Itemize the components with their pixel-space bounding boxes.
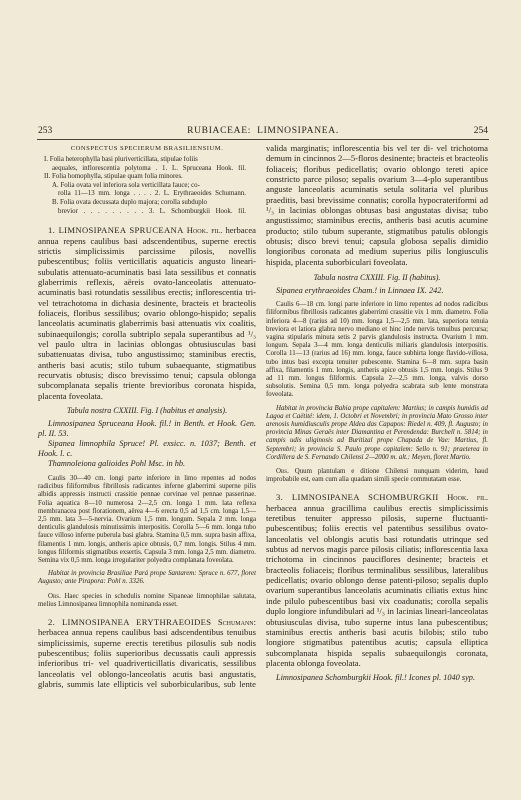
key-line: aequales, inflorescentia polytoma . 1. L. Spruceana Hook. fil.	[52, 164, 246, 172]
species-1-diagnosis: herbacea annua repens caulibus basi adscendentibus, superne erectis strictis simplicissimis parcissime pilosis, novellis pubescentibus; foliis verticillatis aquaticis angusto lineari-subulatis attenuato-acuminatis basi lata sessilibus et connatis glaberrimis reflexis, aëreis ovato-lanceolatis attenuato-acuminatis basi rotundatis sessilibus erectis; inflorescentia tri- vel tetrachotoma in dichasia desinente, bracteis et bracteolis foliaceis, floribus sessilibus; ovario oblongo-hispido; sepalis lanceolatis acuminatis glaberrimis basi attenuatis vix coalitis, subinaequilongis; corolla subtriplo sepala superantibus ad ¹/₃ vel paulo ultra in lacinias oblongas obtusiusculas basi subattenuatas divisa, tubo angustissimo; staminibus erectis, antheris basi acutis; stilo tubum subaequante, stigmatibus recurvatis obtusis; disco brevissimo tenui; capsula oblonga subcomplanata sepalis triente brevioribus coronata hispida, placenta foveolata.	[38, 225, 256, 401]
synonym-entry: Sipanea erythraeoides Cham.! in Linnaea IX. 242.	[276, 286, 444, 296]
obs-label: Obs.	[48, 592, 61, 600]
species-2-diagnosis-part1: herbacea annua repens caulibus basi adscendentibus tenuibus simplicissimis, superne erectis teretibus pilosulis sub nodis pubescentibus; foliis superioribus decussatis cauli appressis inferioribus tri- vel quadriverticillatis divaricatis, sessilibus lanceolatis vel oblongo-lanceolatis acutis basi angustatis, glabris, summis late ellipticis vel suborbicularibus, sub lente	[38, 627, 256, 690]
key-line: B. Folia ovata decussata duplo majora; corolla subduplo	[52, 198, 208, 206]
obs-text: Quum plantulam e ditione Chilensi nunquam viderim, haud improbabile est, eam cum alia quadam simili specie commutatam esse.	[266, 467, 488, 484]
species-3-description	[266, 492, 488, 668]
obs-text: Haec species in schedulis nomine Sipaneae limnophilae salutata, melius Limnosipanea limnophila nominanda esset.	[38, 592, 256, 608]
species-3-diagnosis: herbacea annua gracillima caulibus erectis simplicissimis teretibus tenuiter appresso pilosis, superne fluctuanti-pubescentibus; foliis erectis vel patentibus sessilibus ovato-lanceolatis vel oblongis acutis basi rotundatis utrinque sed subtus ad nervos magis parce pilosis ciliatis; inflorescentia laxa trichotoma in cincinnos pauciflores desinente; bracteis et bracteolis foliaceis; floribus terminalibus sessilibus, lateralibus pedicellatis; ovario oblongo dense patenti-piloso; sepalis duplo ovarium superantibus lanceolatis acuminatis ciliatis extus hinc inde pilulo pubescentibus basi vix coadunatis; corolla sepalis duplo longiore infundibulari ad ¹/₃ in lacinias lineari-lanceolatas obtusiusculas divisa, tubo superne intus lana pubescentibus; staminibus erectis antheris basi acutis bilobis; stilo tubo longiore stigmatibus patentibus acutis; capsula elliptica subcomplanata hispida sepalis subaequilongis coronata, placenta oblonga foveolata.	[266, 502, 488, 668]
conspectus-title: CONSPECTUS SPECIERUM BRASILIENSIUM.	[70, 145, 224, 152]
species-1-synonyms	[38, 419, 256, 469]
right-column	[266, 143, 488, 683]
species-1-plate-reference: Tabula nostra CXXIII. Fig. I (habitus et analysis).	[66, 406, 228, 415]
synonym-entry: Limnosipanea Spruceana Hook. fil.! in Benth. et Hook. Gen. pl. II. 53.	[38, 419, 256, 438]
header-rule	[37, 139, 489, 140]
running-title	[38, 125, 488, 137]
running-title-genus: LIMNOSIPANEA.	[257, 126, 339, 136]
species-2-habitat: Habitat in provincia Bahia prope capitalem: Martius; in campis humidis ad Lagoa et Caëtité: idem, 1. Octobri et Novembri; in provincia Mato Grosso inter arenosis humidiusculis prope Aldea das Capapos: Riedel n. 409, fl. Augusto; in provincia Minas Geraës inter Diamantina et Perendenda: Burchell n. 5814; in campis udis uliginosis ad Buritizal prope Chapada de Vae: Martius, fl. Septembri; in provincia S. Paulo prope capitalem: Sello n. 91; praeterea in Cordillera de S. Fernando Chilensi 2—2000 m. alt.: Meyen, floret Martio.	[266, 404, 488, 461]
species-2-diagnosis-part2: valida marginatis; inflorescentia bis vel ter di- vel trichotoma demum in cincinnos 2—5-floros desinente; bracteis et bracteolis foliaceis; floribus pedicellatis; ovario oblongo tereti apice constricto parce piloso; sepalis ovarium 3—4-plo superantibus anguste lanceolatis acuminatis setula solitaria vel pluribus praeditis, basi brevissime connatis; corolla hypocrateriformi ad ¹/₃ in lacinias oblongas obtusas basi angustatas divisa; tubo angustissimo; staminibus erectis, antheris basi acutis acumine producto; stilo tubum superante, stigmatibus patulis oblongis obtusis; disco brevi tenui; capsula globosa sepalis dimidio longioribus coronata ad medium superius pilis longiusculis hispida, placenta suborbiculari foveolata.	[266, 143, 488, 267]
species-1-habitat: Habitat in provincia Brasiliae Pará prope Santarem: Spruce n. 677, floret Augusto; ante Pirapora: Pohl n. 3326.	[38, 570, 256, 586]
species-2-plate-reference: Tabula nostra CXXIII. Fig. II (habitus).	[313, 273, 441, 283]
key-line: brevior . . . . . . . . . 3. L. Schomburgkii Hook. fil.	[58, 207, 246, 215]
species-2-observation	[266, 468, 488, 484]
species-2-synonyms	[266, 286, 488, 296]
obs-label: Obs.	[276, 467, 289, 475]
synonym-entry: Limnosipanea Schomburgkii Hook. fil.! Icones pl. 1040 syp.	[276, 673, 476, 683]
species-3-heading: 3. LIMNOSIPANEA SCHOMBURGKII	[276, 492, 439, 503]
species-1-author: Hook. fil.	[186, 225, 223, 236]
key-line: rolla 11—13 mm. longa . . . . 2. L. Erythraeoides Schumann.	[58, 190, 246, 198]
page-number-left: 253	[38, 126, 53, 136]
species-1-notes: Caulis 30—40 cm. longi parte inferiore in limo repentes ad nodos radicibus filiformibus fibrillosis radicantes inferne glaberrimi superne pilis albidis appressis instructi crassitie pennae corvinae vel pennae passerinae. Folia aquatica 8—10 numerosa 2—2,5 cm. longa 1 mm. lata reflexa membranacea post florationem, aërea 4—6 erecta 0,5 ad 1,5 cm. longa 1,5—2,5 mm. lata 3—5-nervia. Ovarium 1,5 mm. longum. Sepala 2 mm. longa denticulis glandulosis minutissimis interpositis. Corolla 5—6 mm. longa tubo fauce villoso inferne puberula basi glabra. Stamina 0,5 mm. supra basin affixa, filamentis 1 mm. longis, antheris apice obtusis, 0,7 mm. longis. Stilus 4 mm. longus filiformis stigmatibus exsertis. Capsula 3 mm. longa 2,5 mm. diametro. Semina vix 0,5 mm. longa irregulariter polyedra complanata foveolata.	[38, 475, 256, 565]
key-line: I. Folia heterophylla basi pluriverticillata, stipulae foliis	[44, 156, 198, 163]
synonym-entry: Thamnoleiona galioides Pohl Msc. in hb.	[48, 459, 186, 468]
species-3-synonyms	[266, 673, 488, 683]
running-header	[38, 125, 488, 137]
species-2-description	[38, 617, 256, 689]
conspectus-key	[44, 156, 246, 216]
species-1-description	[38, 225, 256, 401]
running-title-family: RUBIACEAE:	[187, 126, 252, 136]
species-2-author: Schumann:	[217, 617, 256, 628]
page-number-right: 254	[473, 126, 488, 136]
species-3-author: Hook. fil.	[447, 492, 488, 503]
key-line: A. Folia ovata vel inferiora sola verticillata fauce; co-	[52, 181, 200, 189]
species-1-heading: 1. LIMNOSIPANEA SPRUCEANA	[48, 225, 184, 236]
species-2-heading: 2. LIMNOSIPANEA ERYTHRAEOIDES	[48, 617, 212, 628]
left-column	[38, 143, 256, 689]
species-1-observation	[38, 593, 256, 609]
species-2-notes: Caulis 6—18 cm. longi parte inferiore in limo repentes ad nodos radicibus filiformibus fibrillosis radicantes glaberrimi crassitie vix 1 mm. diametro. Folia inferiora 4—8 (rarius ad 10) mm. longa 1,5—2,5 mm. lata, superiora tenuia breviora et latiora glabra nervo mediano et hinc inde nervis tenuibus percursa; vagina stipularis minuta setis 2 parvis glandulosis instructa. Ovarium 1 mm. longum. Sepala 3—4 mm. longa denticulis miliaris glandulosis interpositis. Corolla 11—13 (rarius ad 16) mm. longa, fauce subhirta longe flavido-villosa, tubo intus basi excepta tenuiter pubescente. Stamina 6—8 mm. supra basin affixa, filamentis 1 mm. longis, antheris apice obtusis 1,5 mm. longis. Stilus 9 ad 11 mm. longus filiformis. Capsula 2—2,5 mm. longa, valvis dorso subsolutis. Semina 0,5 mm. longa polyedra scabrata sub lente monstrata foveolata.	[266, 301, 488, 399]
key-line: II. Folia homophylla, stipulae quam folia minores.	[44, 173, 183, 181]
synonym-entry: Sipanea limnophila Spruce! Pl. exsicc. n. 1037; Benth. et Hook. l. c.	[38, 439, 256, 458]
